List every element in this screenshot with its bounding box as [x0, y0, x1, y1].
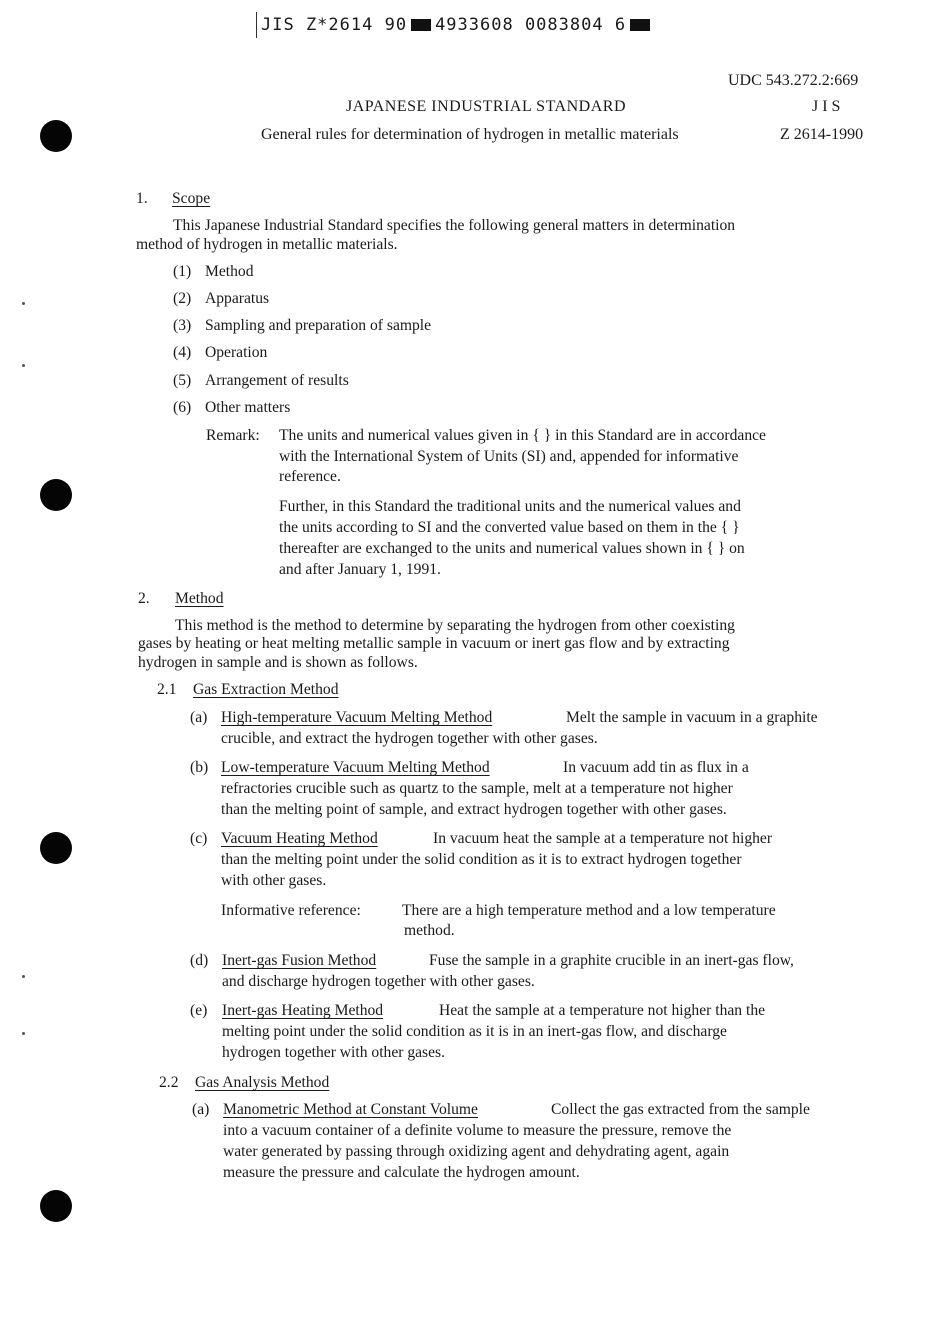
method-text: into a vacuum container of a definite volume to measure the pressure, remove the [223, 1122, 732, 1139]
list-item: Apparatus [205, 290, 270, 307]
subsection-title: Gas Analysis Method [195, 1074, 330, 1091]
method-text: Collect the gas extracted from the sample [551, 1101, 810, 1118]
list-number: (6) [173, 399, 192, 416]
further-line: thereafter are exchanged to the units and numerical values shown in { } on [279, 540, 745, 557]
method-text: Melt the sample in vacuum in a graphite [566, 709, 818, 726]
method-title: Vacuum Heating Method [221, 830, 378, 847]
list-item: Method [205, 263, 254, 280]
method-text: measure the pressure and calculate the hydrogen amount. [223, 1164, 580, 1181]
method-text: and discharge hydrogen together with other gases. [222, 973, 535, 990]
document-title: General rules for determination of hydrogen in metallic materials [261, 126, 679, 143]
item-letter: (e) [190, 1002, 208, 1019]
paragraph-line: hydrogen in sample and is shown as follows. [138, 654, 418, 671]
method-text: In vacuum heat the sample at a temperature not higher [433, 830, 773, 847]
remark-label: Remark: [206, 427, 260, 444]
subsection-title: Gas Extraction Method [193, 681, 339, 698]
method-text: hydrogen together with other gases. [222, 1044, 446, 1061]
method-title: High-temperature Vacuum Melting Method [221, 709, 493, 726]
item-letter: (a) [192, 1101, 210, 1118]
list-item: Arrangement of results [205, 372, 349, 389]
further-line: the units according to SI and the converted value based on them in the { } [279, 519, 740, 536]
remark-line: reference. [279, 468, 341, 485]
paragraph-line: This method is the method to determine by separating the hydrogen from other coexisting [175, 617, 735, 634]
info-text: There are a high temperature method and a low temperature [402, 902, 776, 919]
scan-speck [22, 1032, 25, 1035]
method-text: melting point under the solid condition as it is in an inert-gas flow, and discharge [222, 1023, 727, 1040]
list-item: Operation [205, 344, 268, 361]
list-number: (5) [173, 372, 192, 389]
method-text: crucible, and extract the hydrogen together with other gases. [221, 730, 598, 747]
method-title: Inert-gas Heating Method [222, 1002, 384, 1019]
further-line: and after January 1, 1991. [279, 561, 441, 578]
section-number: 2. [138, 590, 150, 607]
method-text: Fuse the sample in a graphite crucible in an inert-gas flow, [429, 952, 794, 969]
list-item: Sampling and preparation of sample [205, 317, 432, 334]
list-number: (1) [173, 263, 192, 280]
standard-name: JAPANESE INDUSTRIAL STANDARD [346, 98, 626, 115]
remark-line: with the International System of Units (SI) and, appended for informative [279, 448, 739, 465]
paragraph-line: method of hydrogen in metallic materials. [136, 236, 398, 253]
paragraph-line: This Japanese Industrial Standard specifies the following general matters in determination [173, 217, 736, 234]
scan-speck [22, 975, 25, 978]
method-text: with other gases. [221, 872, 327, 889]
punch-hole [40, 479, 72, 511]
section-number: 1. [136, 190, 148, 207]
stamp-block [630, 19, 650, 31]
method-text: refractories crucible such as quartz to the sample, melt at a temperature not higher [221, 780, 733, 797]
stamp-number: 4933608 0083804 6 [435, 15, 627, 35]
list-number: (4) [173, 344, 192, 361]
scan-speck [22, 302, 25, 305]
method-text: In vacuum add tin as flux in a [563, 759, 749, 776]
item-letter: (d) [190, 952, 209, 969]
info-label: Informative reference: [221, 902, 361, 919]
punch-hole [40, 1190, 72, 1222]
standard-code: Z 2614-1990 [780, 126, 864, 143]
punch-hole [40, 120, 72, 152]
item-letter: (b) [190, 759, 209, 776]
scan-speck [22, 364, 25, 367]
further-line: Further, in this Standard the traditional units and the numerical values and [279, 498, 741, 515]
info-text: method. [404, 922, 455, 939]
method-text: than the melting point under the solid condition as it is to extract hydrogen together [221, 851, 742, 868]
paragraph-line: gases by heating or heat melting metallic sample in vacuum or inert gas flow and by extracting [138, 635, 730, 652]
list-item: Other matters [205, 399, 291, 416]
method-text: Heat the sample at a temperature not higher than the [439, 1002, 766, 1019]
jis-mark: J I S [812, 98, 841, 115]
remark-line: The units and numerical values given in { } in this Standard are in accordance [279, 427, 766, 444]
method-title: Low-temperature Vacuum Melting Method [221, 759, 490, 776]
punch-hole [40, 832, 72, 864]
item-letter: (c) [190, 830, 208, 847]
method-text: than the melting point of sample, and extract hydrogen together with other gases. [221, 801, 727, 818]
udc-code: UDC 543.272.2:669 [728, 72, 859, 89]
method-title: Inert-gas Fusion Method [222, 952, 377, 969]
subsection-number: 2.1 [157, 681, 177, 698]
subsection-number: 2.2 [159, 1074, 179, 1091]
list-number: (3) [173, 317, 192, 334]
scan-stamp [256, 12, 654, 38]
item-letter: (a) [190, 709, 208, 726]
list-number: (2) [173, 290, 192, 307]
stamp-code: JIS Z*2614 90 [261, 15, 408, 35]
stamp-block [411, 19, 431, 31]
method-text: water generated by passing through oxidizing agent and dehydrating agent, again [223, 1143, 730, 1160]
section-title-method: Method [175, 590, 224, 607]
section-title-scope: Scope [172, 190, 211, 207]
method-title: Manometric Method at Constant Volume [223, 1101, 478, 1118]
